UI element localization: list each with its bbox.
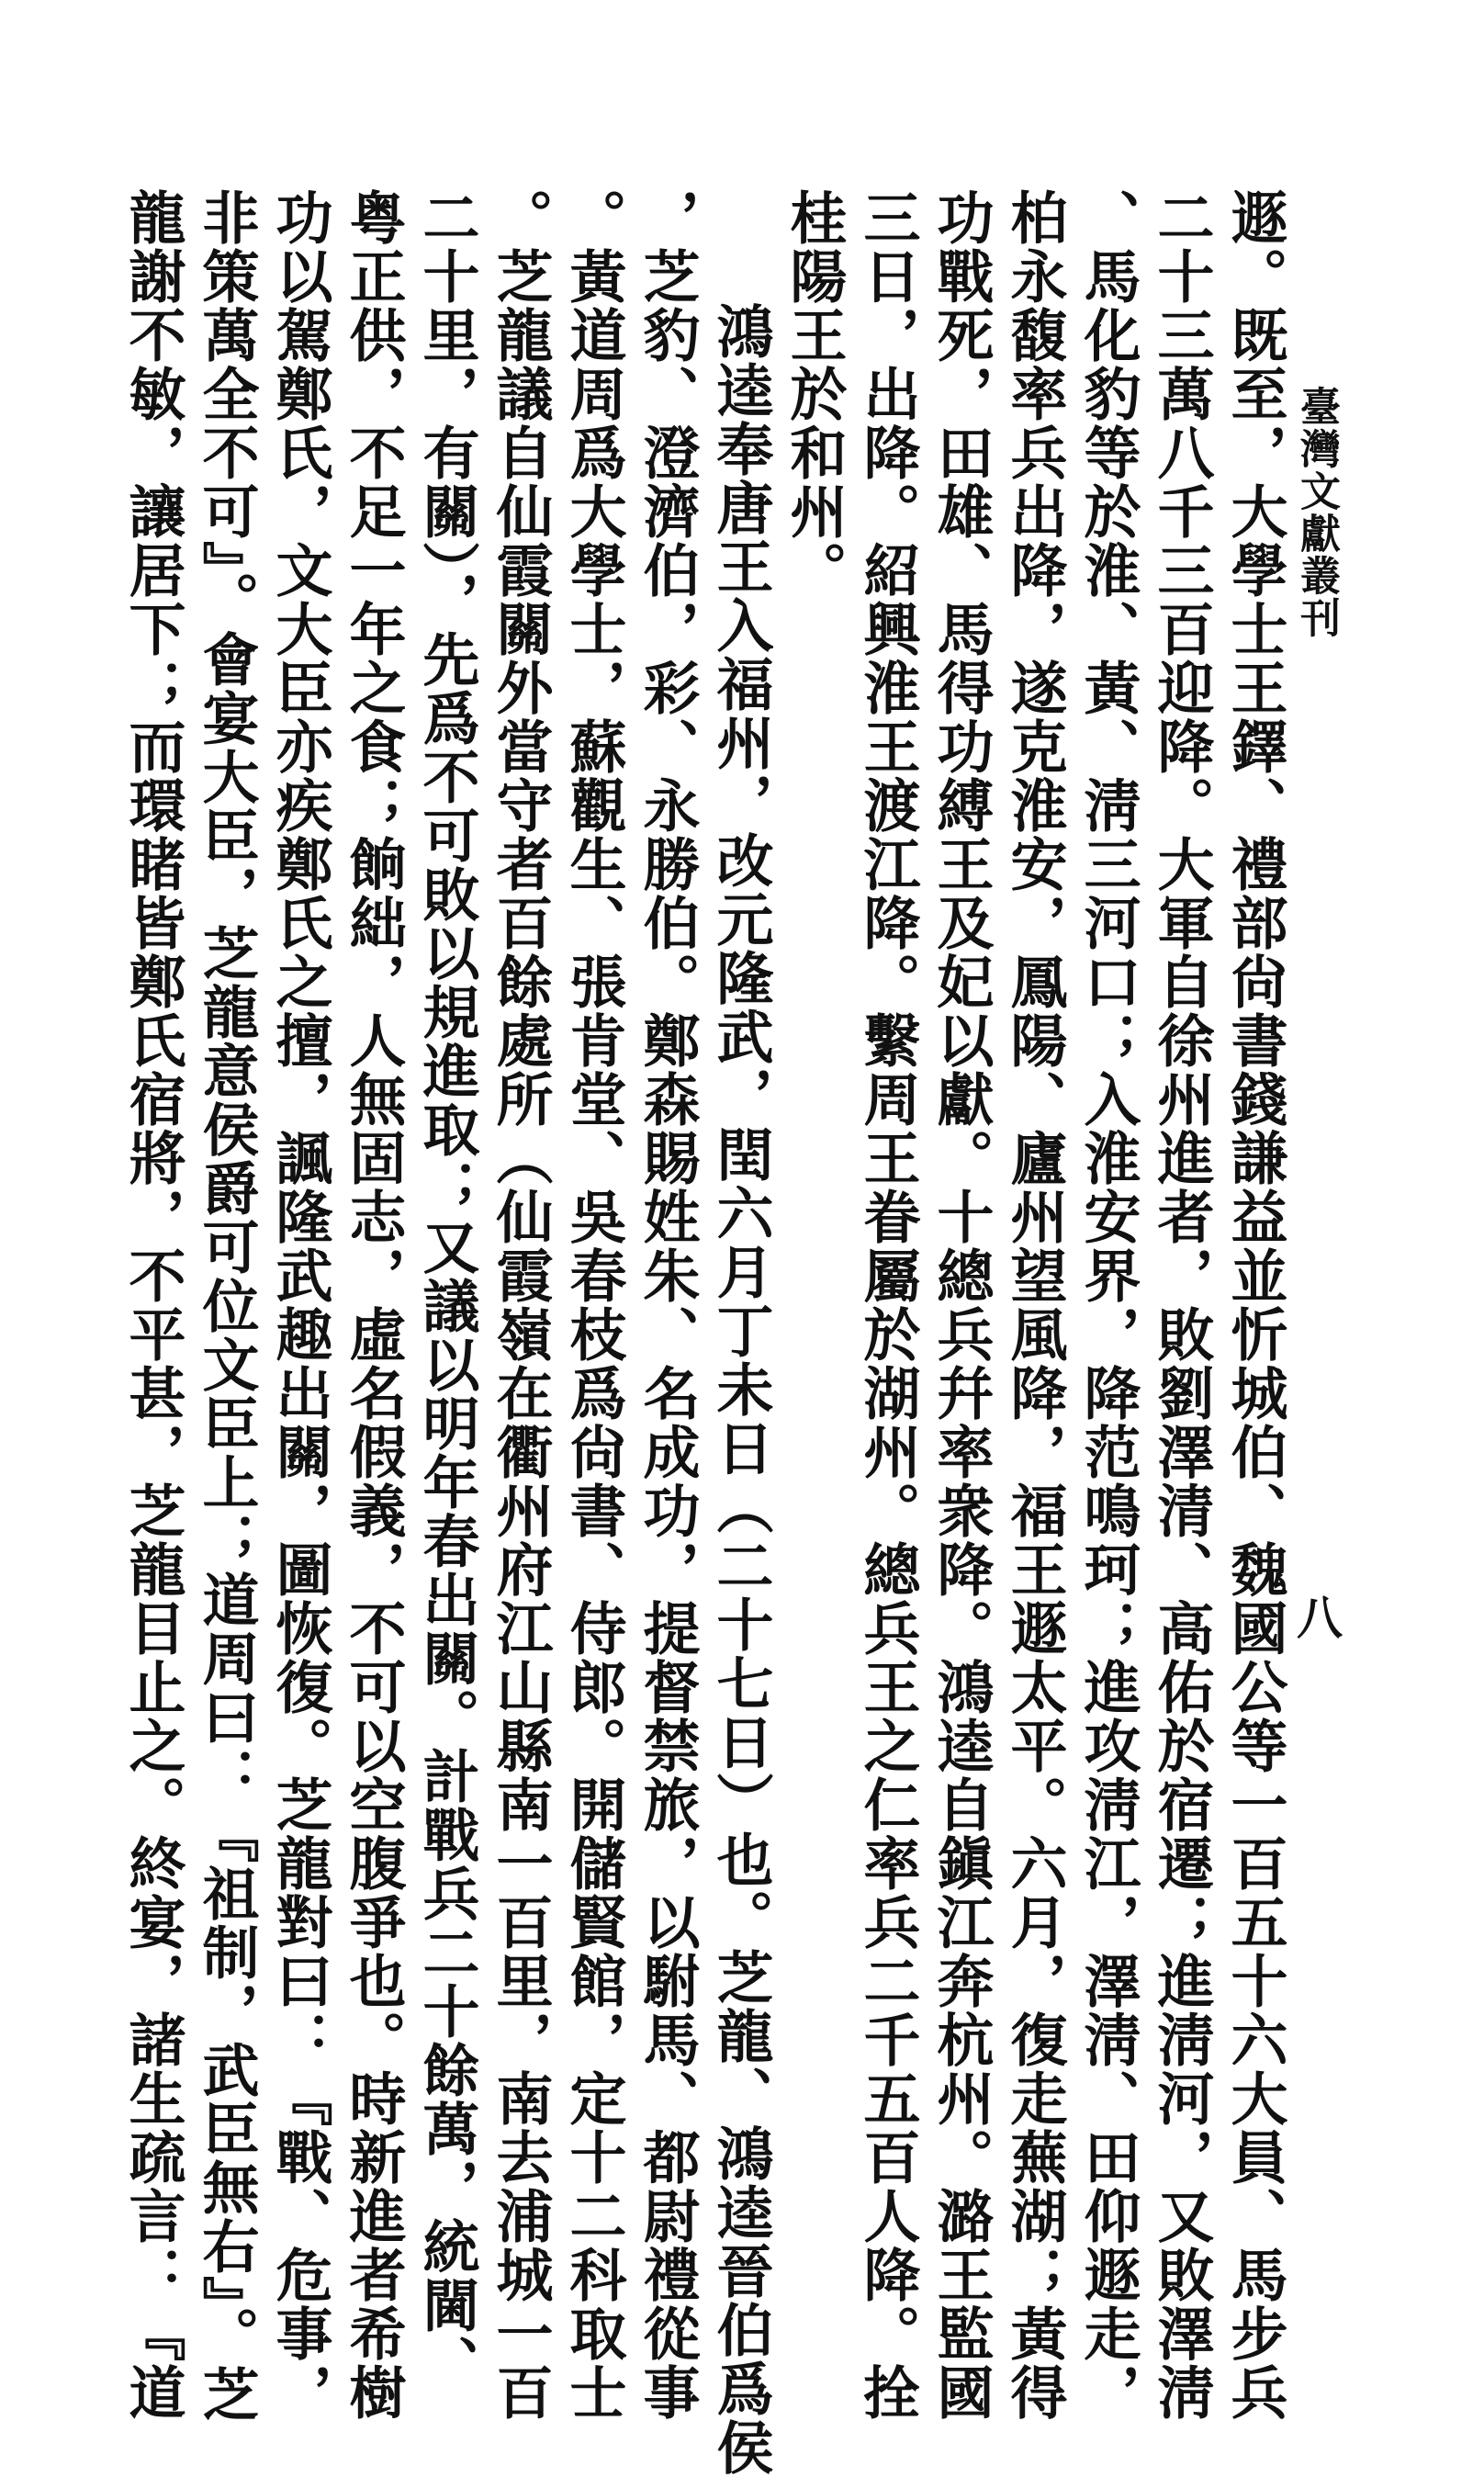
text-column-paragraph-start: 鴻逵奉唐王入福州，改元隆武，閏六月丁未日（二十七日）也。芝龍、鴻逵晉伯爲侯: [707, 302, 774, 2477]
text-column: 。黃道周爲大學士，蘇觀生、張肯堂、吳春枝爲尙書、侍郎。開儲賢館，定十二科取士: [560, 188, 627, 2422]
text-column: 遯。既至，大學士王鐸、禮部尙書錢謙益並忻城伯、魏國公等一百五十六大員、馬步兵: [1221, 188, 1288, 2422]
text-column: 粤正供，不足一年之食；餉絀，人無固志，虛名假義，不可以空腹爭也。時新進者希樹: [340, 188, 407, 2422]
text-column: 柏永馥率兵出降，遂克淮安，鳳陽、廬州望風降，福王遯太平。六月，復走蕪湖；黃得: [1001, 188, 1068, 2422]
text-column: 、馬化豹等於淮、黃、淸三河口；入淮安界，降范鳴珂；進攻淸江，澤淸、田仰遯走，: [1074, 188, 1141, 2422]
text-column: ，芝豹、澄濟伯，彩、永勝伯。鄭森賜姓朱、名成功，提督禁旅，以駙馬、都尉禮從事: [634, 188, 701, 2422]
text-column: 二十里，有關），先爲不可敗以規進取；又議以明年春出關。計戰兵二十餘萬，統閫、: [413, 188, 480, 2393]
running-header-title: 臺灣文獻叢刊: [1293, 386, 1340, 639]
page-number: 八: [1289, 1593, 1343, 1639]
body-text-block: [116, 188, 1291, 2477]
text-column: 功戰死，田雄、馬得功縛王及妃以獻。十總兵幷率衆降。鴻逵自鎭江奔杭州。潞王監國: [928, 188, 995, 2422]
text-column: 龍謝不敏，讓居下；而環睹皆鄭氏宿將，不平甚，芝龍目止之。終宴，諸生疏言：『道: [119, 188, 186, 2422]
text-column: 二十三萬八千三百迎降。大軍自徐州進者，敗劉澤清、高佑於宿遷；進淸河，又敗澤淸: [1148, 188, 1215, 2422]
text-column: 。芝龍議自仙霞關外當守者百餘處所（仙霞嶺在衢州府江山縣南一百里，南去浦城一百: [487, 188, 554, 2422]
text-column: 功以駕鄭氏，文大臣亦疾鄭氏之擅，諷隆武趣出關，圖恢復。芝龍對曰：『戰、危事，: [266, 188, 333, 2422]
text-column: 桂陽王於和州。: [781, 188, 848, 600]
text-column: 非策萬全不可』。會宴大臣，芝龍意侯爵可位文臣上；道周曰：『祖制，武臣無右』。芝: [193, 188, 260, 2424]
text-column: 三日，出降。紹興淮王渡江降。繫周王眷屬於湖州。總兵王之仁率兵二千五百人降。拴: [854, 188, 921, 2422]
